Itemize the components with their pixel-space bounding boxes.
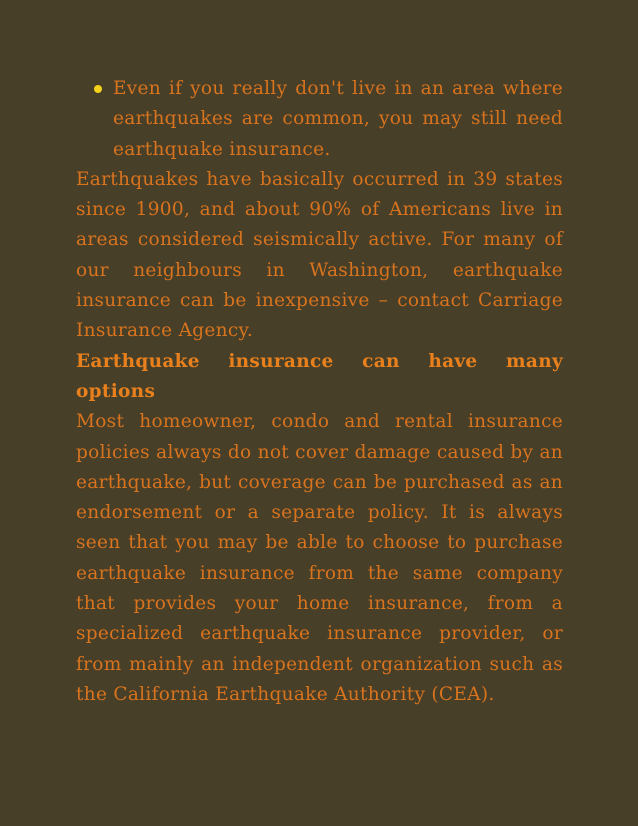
paragraph-earthquake-history: Earthquakes have basically occurred in 39 states since 1900, and about 90% of Americans live in areas considered seismically active. For many of our neighbours in Washington, earthquake insurance can be inexpensive – contact Carriage Insurance Agency. [76,168,563,342]
section-heading-line2: options [76,380,156,402]
bullet-item [113,74,563,165]
bullet-dot-icon [94,85,102,93]
section-heading [76,347,563,408]
paragraph-coverage-options: Most homeowner, condo and rental insurance policies always do not cover damage caused by an earthquake, but coverage can be purchased as an endorsement or a separate policy. It is always seen that you may be able to choose to purchase earthquake insurance from the same company that provides your home insurance, from a specialized earthquake insurance provider, or from mainly an independent organization such as the California Earthquake Authority (CEA). [76,411,564,705]
section-heading-line1: Earthquake insurance can have many [76,350,563,372]
document-page [76,74,563,710]
bullet-text: Even if you really don't live in an area where earthquakes are common, you may still need earthquake insurance. [113,78,563,160]
bullet-list [76,74,563,165]
